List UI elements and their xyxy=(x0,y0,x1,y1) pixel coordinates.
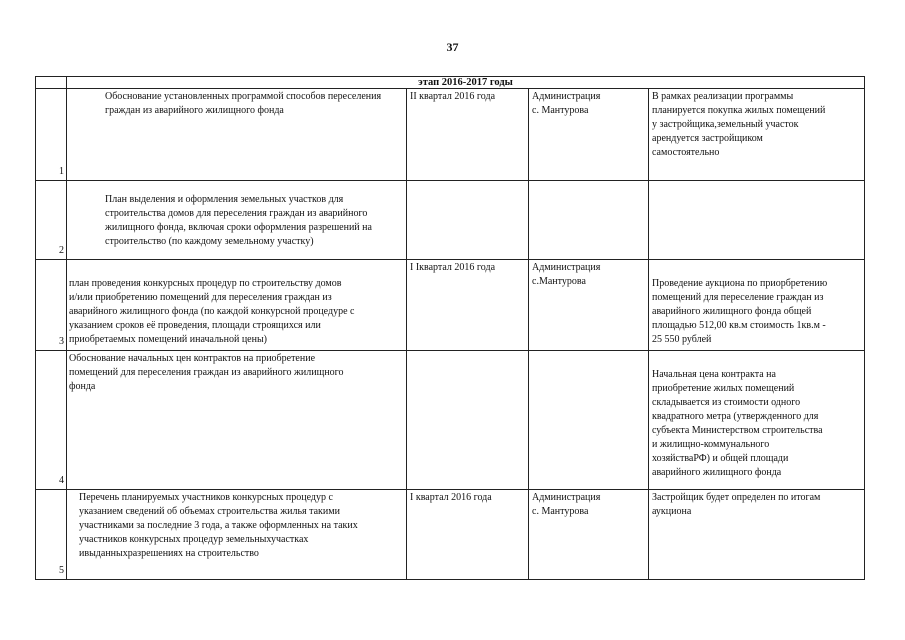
result-cell: В рамках реализации программы планируется покупка жилых помещений у застройщика,земельный участок арендуется застройщиком самостоятельно xyxy=(649,89,865,181)
activity-cell: Перечень планируемых участников конкурсных процедур с указанием сведений об объемах строительства жилья такими участниками за последние 3 года, а также оформленных на таких участников конкурсных процедур земельныхучастках ивыданныхразрешениях на строительство xyxy=(67,490,407,580)
responsible-cell: Администрация с.Мантурова xyxy=(529,260,649,351)
table-row xyxy=(36,260,865,351)
result-cell: Застройщик будет определен по итогам аукциона xyxy=(649,490,865,580)
deadline-cell: II квартал 2016 года xyxy=(407,89,529,181)
activity-cell: Обоснование установленных программой способов переселения граждан из аварийного жилищного фонда xyxy=(67,89,407,181)
row-number: 2 xyxy=(36,181,67,260)
deadline-cell: I квартал 2016 года xyxy=(407,490,529,580)
result-cell: Начальная цена контракта на приобретение жилых помещений складывается из стоимости одного квадратного метра (утвержденного для субъекта Министерством строительства и жилищно-коммунального хозяйстваРФ) и общей площади аварийного жилищного фонда xyxy=(649,351,865,490)
page-number: 37 xyxy=(446,40,459,54)
responsible-cell xyxy=(529,351,649,490)
deadline-cell xyxy=(407,351,529,490)
activity-cell: План выделения и оформления земельных участков для строительства домов для переселения граждан из аварийного жилищного фонда, включая сроки оформления разрешений на строительство (по каждому земельному участку) xyxy=(67,181,407,260)
stage-title: этап 2016-2017 годы xyxy=(67,77,865,89)
deadline-cell: I Iквартал 2016 года xyxy=(407,260,529,351)
row-number: 1 xyxy=(36,89,67,181)
result-cell: Проведение аукциона по приорбретению помещений для переселение граждан из аварийного жилищного фонда общей площадью 512,00 кв.м стоимость 1кв.м - 25 550 рублей xyxy=(649,260,865,351)
table-row xyxy=(36,181,865,260)
responsible-cell: Администрация с. Мантурова xyxy=(529,490,649,580)
row-number: 4 xyxy=(36,351,67,490)
stage-header-row xyxy=(36,77,865,89)
program-stage-table xyxy=(35,76,865,580)
table-row xyxy=(36,351,865,490)
responsible-cell xyxy=(529,181,649,260)
activity-cell: Обоснование начальных цен контрактов на приобретение помещений для переселения граждан из аварийного жилищного фонда xyxy=(67,351,407,490)
result-cell xyxy=(649,181,865,260)
row-number: 3 xyxy=(36,260,67,351)
table-row xyxy=(36,89,865,181)
row-number: 5 xyxy=(36,490,67,580)
responsible-cell: Администрация с. Мантурова xyxy=(529,89,649,181)
activity-cell: план проведения конкурсных процедур по строительству домов и/или приобретению помещений для переселения граждан из аварийного жилищного фонда (по каждой конкурсной процедуре с указанием сроков её проведения, площади строящихся или приобретаемых помещений иначальной цены) xyxy=(67,260,407,351)
table-row xyxy=(36,490,865,580)
deadline-cell xyxy=(407,181,529,260)
stage-number-cell xyxy=(36,77,67,89)
